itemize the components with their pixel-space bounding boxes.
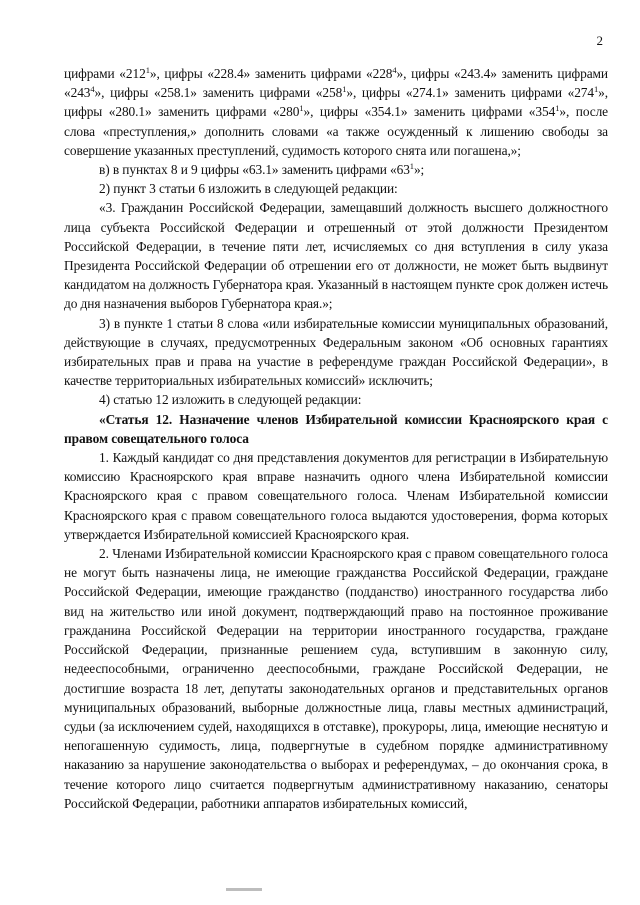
page-number: 2 bbox=[596, 33, 603, 48]
article-12-heading: «Статья 12. Назначение членов Избирательной комиссии Красноярского края с правом совещательного голоса bbox=[64, 411, 608, 446]
paragraph-clause-3: «3. Гражданин Российской Федерации, замещавший должность высшего должностного лица субъекта Российской Федерации и отрешенный от этой должности Президентом Российской Федерации, в течение пяти лет, исчисляемых со дня вступления в силу указа Президента Российской Федерации об отрешении его от должности, не может быть выдвинут кандидатом на должность Губернатора края. Указанный в настоящем пункте срок должен истечь до дня назначения выборов Губернатора края.»; bbox=[64, 200, 608, 312]
paragraph-continuation: цифрами «$212^1$», цифры «228.4» заменить цифрами «$228^4$», цифры «243.4» заменить цифрами «$243^4$», цифры «258.1» заменить цифрами «$258^1$», цифры «274.1» заменить цифрами «$274^1$», цифры «280.1» заменить цифрами «$280^1$», цифры «354.1» заменить цифрами «$354^1$», после слова «преступления,» дополнить словами «а также осужденный к лишению свободы за совершение указанных преступлений, судимость которого снята или погашена,»; bbox=[64, 65, 609, 158]
document-body bbox=[64, 64, 608, 813]
paragraph-article-12-part-1: 1. Каждый кандидат со дня представления документов для регистрации в Избирательную комиссию Красноярского края вправе назначить одного члена Избирательной комиссии Красноярского края с правом совещательного голоса. Членам Избирательной комиссии Красноярского края с правом совещательного голоса выдаются удостоверения, форма которых утверждается Избирательной комиссией Красноярского края. bbox=[64, 450, 608, 542]
scan-mark bbox=[226, 888, 262, 891]
paragraph-item-3: 3) в пункте 1 статьи 8 слова «или избирательные комиссии муниципальных образований, действующие в случаях, предусмотренных Федеральным законом «Об основных гарантиях избирательных прав и права на участие в референдуме граждан Российской Федерации», в качестве территориальных избирательных комиссий» исключить; bbox=[64, 315, 608, 389]
paragraph-item-4: 4) статью 12 изложить в следующей редакции: bbox=[99, 392, 362, 408]
paragraph-item-v: в) в пунктах 8 и 9 цифры «63.1» заменить цифрами «$63^1$»; bbox=[99, 161, 425, 178]
paragraph-item-2: 2) пункт 3 статьи 6 изложить в следующей редакции: bbox=[99, 181, 398, 197]
paragraph-article-12-part-2: 2. Членами Избирательной комиссии Красноярского края с правом совещательного голоса не могут быть назначены лица, не имеющие гражданства Российской Федерации, граждане Российской Федерации, имеющие гражданство (подданство) иностранного государства либо вид на жительство или иной документ, подтверждающий право на постоянное проживание гражданина Российской Федерации на территории иностранного государства, граждане Российской Федерации, признанные решением суда, вступившим в законную силу, недееспособными, ограниченно дееспособными, граждане Российской Федерации, не достигшие возраста 18 лет, депутаты законодательных органов и представительных органов муниципальных образований, выборные должностные лица, главы местных администраций, судьи (за исключением судей, находящихся в отставке), прокуроры, лица, имеющие неснятую и непогашенную судимость, лица, подвергнутые в судебном порядке административному наказанию за нарушение законодательства о выборах и референдумах, – до окончания срока, в течение которого лицо считается подвергнутым административному наказанию, сенаторы Российской Федерации, работники аппаратов избирательных комиссий, bbox=[64, 546, 608, 811]
